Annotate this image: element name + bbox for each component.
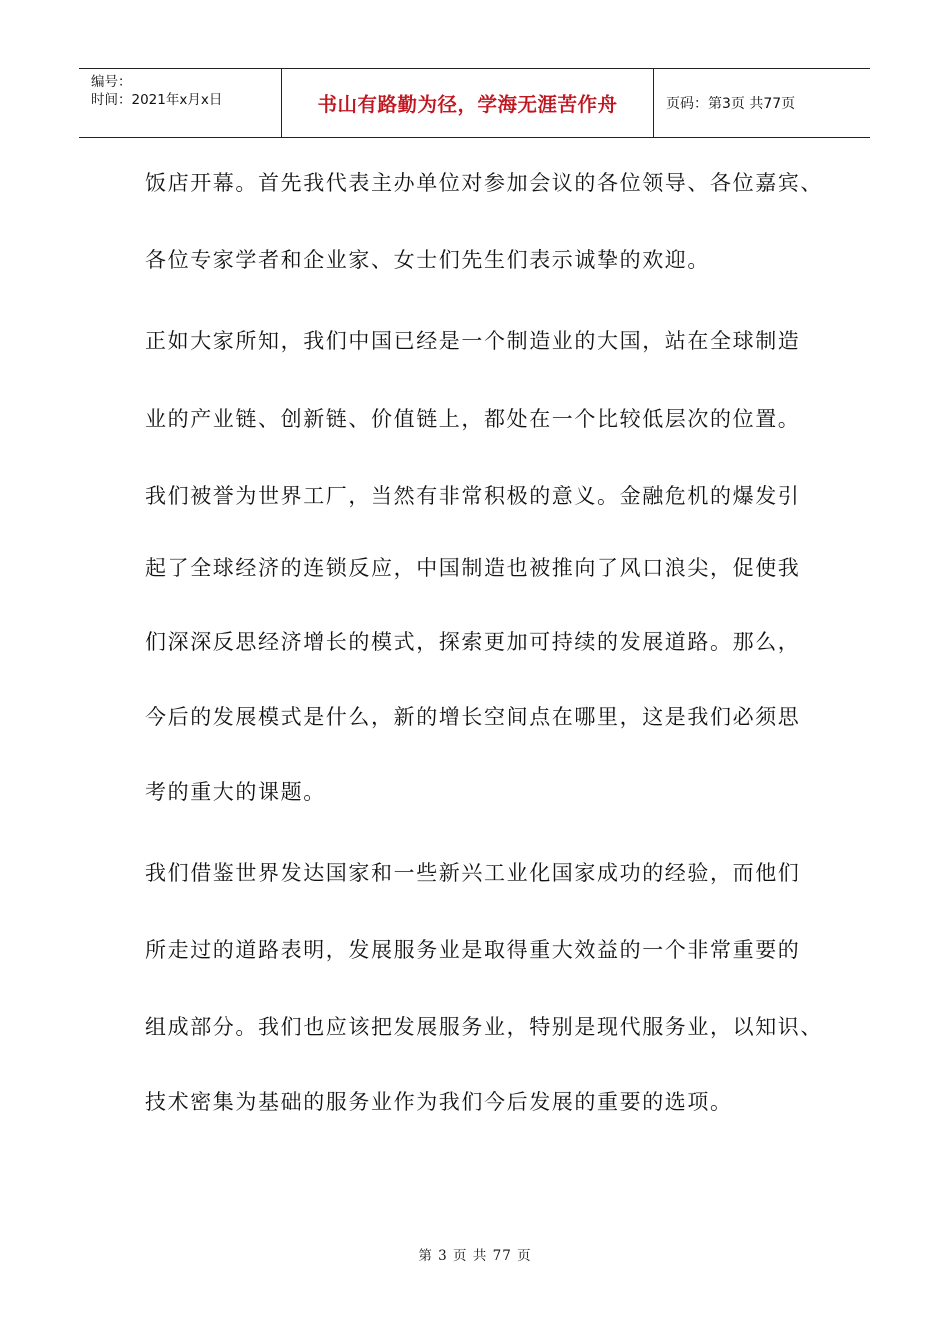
body-line: 各位专家学者和企业家、女士们先生们表示诚挚的欢迎。 <box>145 248 710 272</box>
header-motto: 书山有路勤为径，学海无涯苦作舟 <box>282 69 654 137</box>
body-line: 起了全球经济的连锁反应，中国制造也被推向了风口浪尖，促使我 <box>145 556 801 580</box>
body-line: 所走过的道路表明，发展服务业是取得重大效益的一个非常重要的 <box>145 938 801 962</box>
body-line: 们深深反思经济增长的模式，探索更加可持续的发展道路。那么， <box>145 630 801 654</box>
body-line: 我们被誉为世界工厂，当然有非常积极的意义。金融危机的爆发引 <box>145 484 801 508</box>
body-line: 饭店开幕。首先我代表主办单位对参加会议的各位领导、各位嘉宾、 <box>145 171 823 195</box>
body-line: 技术密集为基础的服务业作为我们今后发展的重要的选项。 <box>145 1090 733 1114</box>
header-page-info: 页码：第3页 共77页 <box>666 96 796 112</box>
body-line: 正如大家所知，我们中国已经是一个制造业的大国，站在全球制造 <box>145 329 801 353</box>
body-line: 我们借鉴世界发达国家和一些新兴工业化国家成功的经验，而他们 <box>145 861 801 885</box>
page-footer: 第 3 页 共 77 页 <box>418 1248 532 1264</box>
document-date-label: 时间：2021年x月x日 <box>91 92 223 108</box>
body-line: 组成部分。我们也应该把发展服务业，特别是现代服务业，以知识、 <box>145 1015 823 1039</box>
body-line: 考的重大的课题。 <box>145 780 326 804</box>
header-meta <box>79 69 282 137</box>
page-header <box>79 68 870 138</box>
body-line: 今后的发展模式是什么，新的增长空间点在哪里，这是我们必须思 <box>145 705 801 729</box>
body-line: 业的产业链、创新链、价值链上，都处在一个比较低层次的位置。 <box>145 407 801 431</box>
document-number-label: 编号： <box>91 74 132 90</box>
